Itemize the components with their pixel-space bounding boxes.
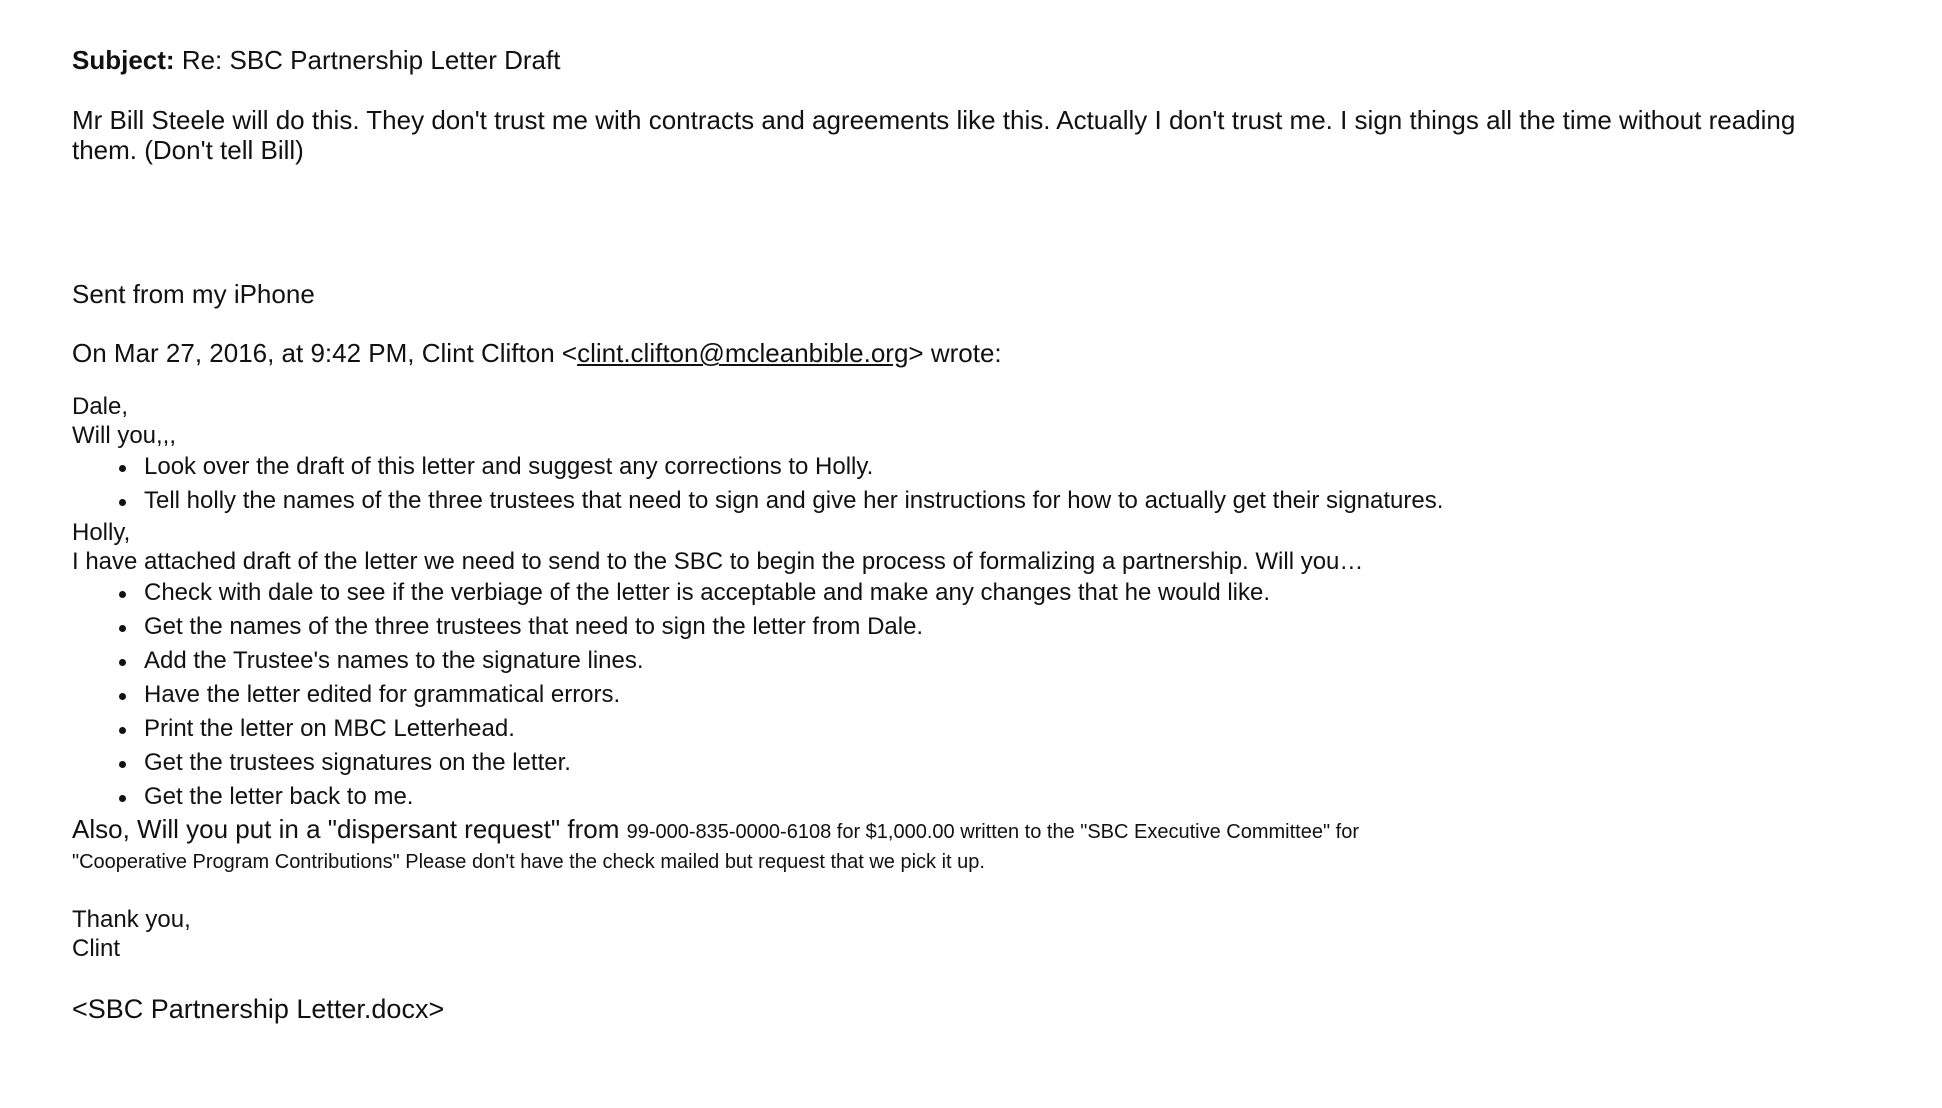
quote-header-suffix: > wrote: <box>908 338 1002 368</box>
closing-thank-you: Thank you, <box>72 906 191 933</box>
list-item: Have the letter edited for grammatical errors. <box>116 678 1892 712</box>
list-item: Tell holly the names of the three trustees that need to sign and give her instructions for how to actually get their signatures. <box>116 484 1892 518</box>
list-item: Add the Trustee's names to the signature lines. <box>116 644 1892 678</box>
dispersant-request-line <box>72 814 1892 849</box>
greeting-will-you: Will you,,, <box>72 422 177 449</box>
dispersant-request-large: Also, Will you put in a "dispersant request" from <box>72 814 627 844</box>
attachment-reference[interactable]: <SBC Partnership Letter.docx> <box>72 994 445 1024</box>
sender-email-link[interactable]: clint.clifton@mcleanbible.org <box>577 338 909 368</box>
quote-header <box>72 338 1892 368</box>
list-item: Check with dale to see if the verbiage of the letter is acceptable and make any changes that he would like. <box>116 576 1892 610</box>
holly-greeting: Holly, <box>72 519 131 546</box>
quote-header-prefix: On Mar 27, 2016, at 9:42 PM, Clint Clifton < <box>72 338 578 368</box>
dispersant-request-small: 99-000-835-0000-6108 for $1,000.00 written to the "SBC Executive Committee" for <box>626 821 1359 843</box>
list-item: Get the letter back to me. <box>116 780 1892 814</box>
subject-text: Re: SBC Partnership Letter Draft <box>181 45 561 75</box>
dale-task-list <box>72 450 1892 518</box>
sent-from-signature: Sent from my iPhone <box>72 279 315 309</box>
closing-name: Clint <box>72 935 121 962</box>
greeting-dale: Dale, <box>72 393 129 420</box>
dale-greeting <box>72 392 1892 450</box>
cooperative-program-line: "Cooperative Program Contributions" Please don't have the check mailed but request that we pick it up. <box>72 851 985 873</box>
holly-task-list <box>72 576 1892 814</box>
list-item: Get the trustees signatures on the letter. <box>116 746 1892 780</box>
reply-body: Mr Bill Steele will do this. They don't trust me with contracts and agreements like this. Actually I don't trust me. I sign things all the time without reading them. (Don't tell Bill) <box>72 105 1796 165</box>
email-document <box>72 44 1892 1025</box>
subject-label: Subject: <box>72 45 175 75</box>
holly-intro: I have attached draft of the letter we need to send to the SBC to begin the process of formalizing a partnership. Will you… <box>72 548 1364 575</box>
closing <box>72 905 1892 963</box>
list-item: Look over the draft of this letter and suggest any corrections to Holly. <box>116 450 1892 484</box>
subject-line <box>72 44 1892 76</box>
list-item: Print the letter on MBC Letterhead. <box>116 712 1892 746</box>
list-item: Get the names of the three trustees that need to sign the letter from Dale. <box>116 610 1892 644</box>
